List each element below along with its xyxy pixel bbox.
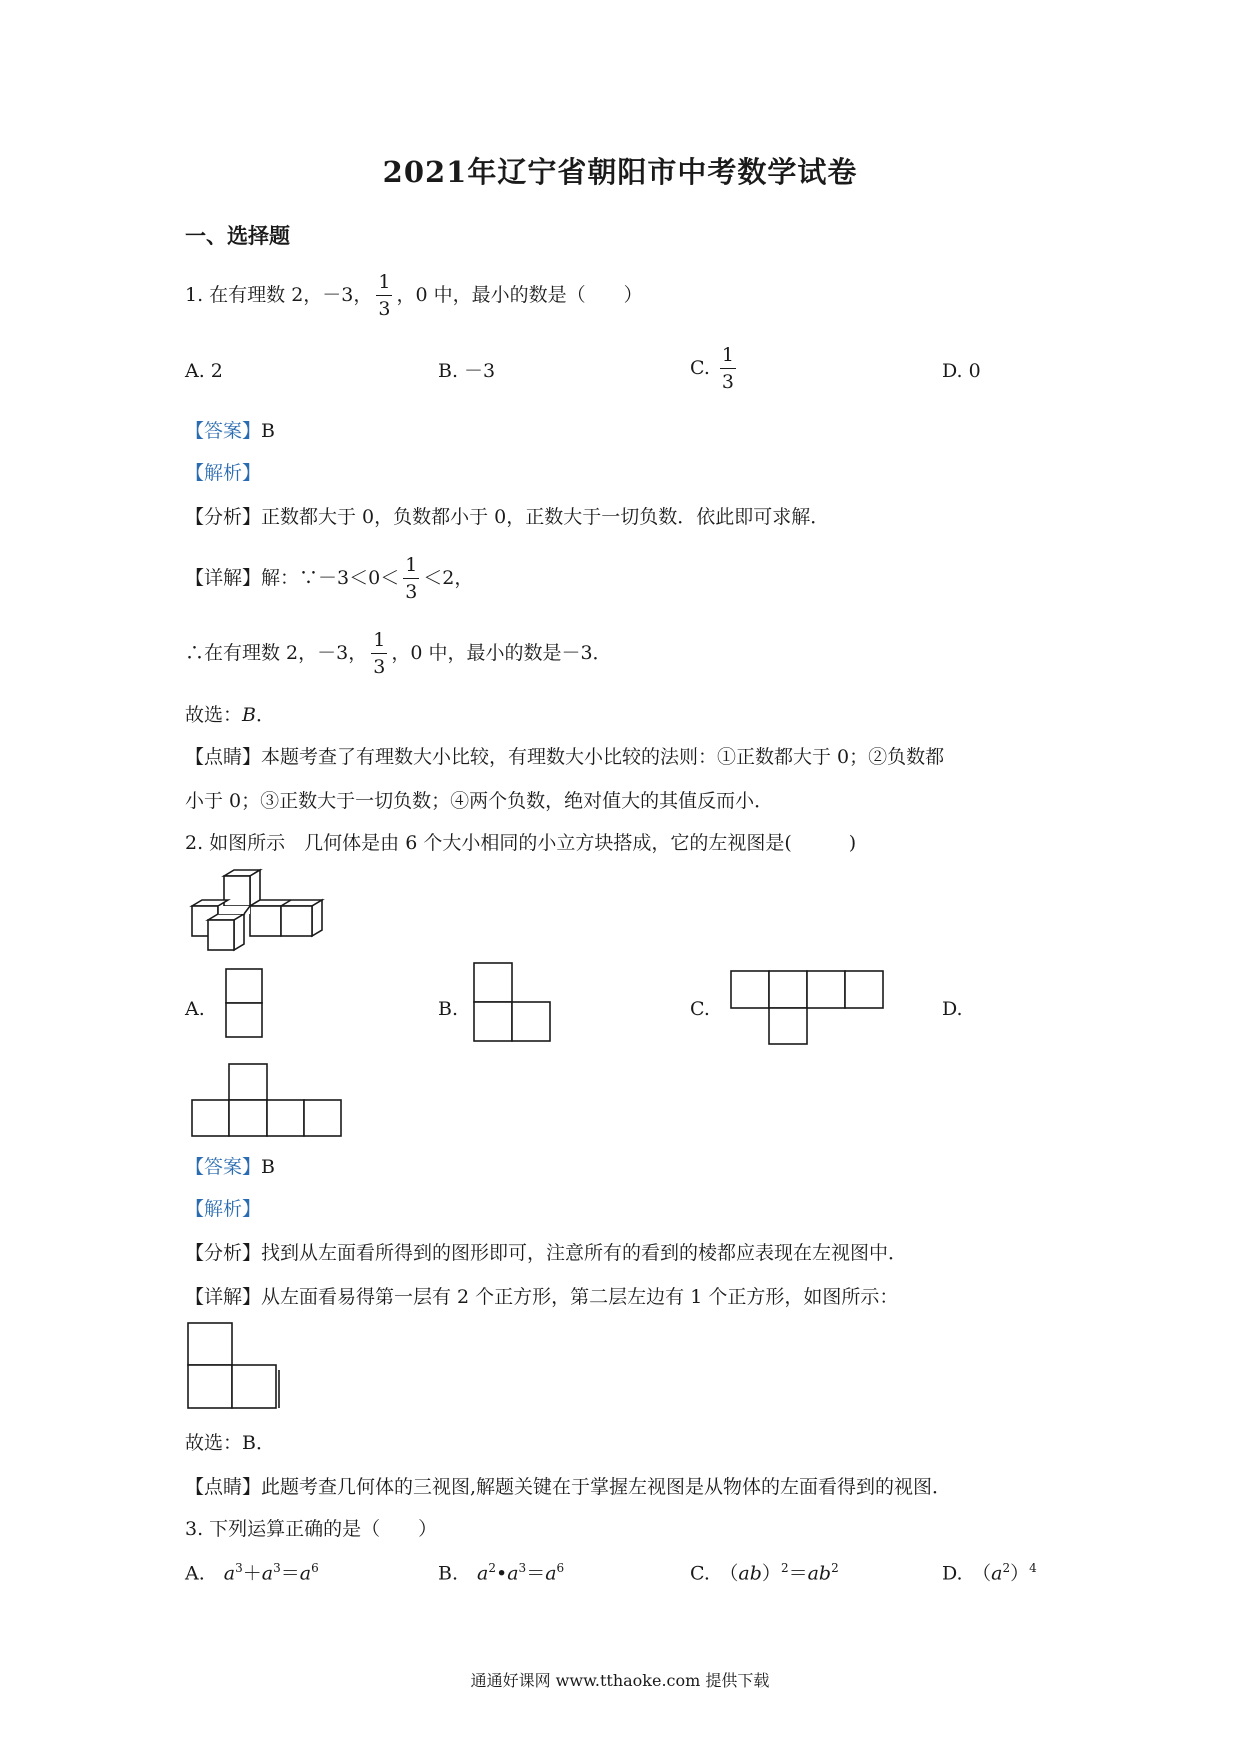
therefore-text-before: ∴在有理数 2，－3，: [185, 642, 368, 665]
document-title: 2021年辽宁省朝阳市中考数学试卷: [382, 155, 858, 189]
section-heading: 一、选择题: [185, 223, 290, 248]
left-view-figure: [187, 1322, 287, 1412]
frac-num: 1: [371, 630, 387, 654]
grid-square: [769, 1008, 807, 1044]
q1-analysis-tag: 【解析】: [185, 462, 262, 484]
grid-square: [731, 971, 769, 1008]
option-a-figure: [225, 968, 265, 1040]
q1-dianjing-line2: 小于 0；③正数大于一切负数；④两个负数，绝对值大的其值反而小．: [185, 790, 774, 812]
q3-option-b: B. $a^2•a^3=a^6$: [438, 1561, 565, 1585]
q1-option-d: D. 0: [942, 360, 981, 382]
dianjing-text: 本题考查了有理数大小比较，有理数大小比较的法则：①正数都大于 0；②负数都: [261, 746, 945, 768]
fraction-one-third: [720, 345, 736, 393]
option-c-figure: [730, 970, 886, 1046]
fenxi-text: 找到从左面看所得到的图形即可，注意所有的看到的棱都应表现在左视图中．: [261, 1242, 908, 1264]
q1-fenxi: [185, 508, 829, 527]
cube-face: [208, 920, 234, 950]
question-1-stem: [185, 272, 643, 320]
cube-figure: [188, 870, 328, 956]
fraction-one-third: [376, 272, 392, 320]
q2-choose: 故选：B．: [185, 1432, 275, 1454]
option-b-figure: [473, 962, 557, 1046]
xiangjie-tag: 【详解】: [185, 1286, 262, 1308]
xiangjie-text-after: ＜2，: [423, 567, 474, 590]
question-2-stem: 2. 如图所示 几何体是由 6 个大小相同的小立方块搭成，它的左视图是( ): [185, 832, 857, 854]
grid-square: [304, 1100, 341, 1136]
q2-option-d: D.: [942, 998, 963, 1020]
q3-option-d: D. $(a^2)^4$: [942, 1561, 1037, 1585]
grid-square: [229, 1100, 267, 1136]
grid-square: [192, 1100, 229, 1136]
cube-face: [312, 900, 322, 936]
q3-option-d-label: D.: [942, 1562, 963, 1585]
page-footer: 通通好课网 www.tthaoke.com 提供下载: [470, 1671, 770, 1690]
question-3-stem: 3. 下列运算正确的是（ ）: [185, 1518, 438, 1540]
q2-option-b: B.: [438, 998, 459, 1020]
q1-option-c: [690, 345, 740, 393]
fenxi-tag: 【分析】: [185, 506, 262, 528]
q1-stem-text-after: ，0 中，最小的数是（ ）: [396, 284, 643, 307]
grid-square: [769, 971, 807, 1008]
frac-num: 1: [720, 345, 736, 369]
fenxi-text: 正数都大于 0，负数都小于 0，正数大于一切负数．依此即可求解．: [261, 506, 830, 528]
cube-face: [234, 914, 244, 950]
cube-face: [250, 906, 281, 936]
grid-square: [232, 1365, 276, 1408]
fenxi-tag: 【分析】: [185, 1242, 262, 1264]
grid-square: [845, 971, 883, 1008]
grid-square: [474, 963, 512, 1002]
cube-face: [192, 900, 228, 906]
grid-square: [512, 1002, 550, 1041]
frac-den: 3: [405, 580, 418, 603]
grid-square: [229, 1064, 267, 1100]
choose-letter: B: [242, 704, 256, 726]
q2-answer: [185, 1158, 275, 1177]
grid-square: [474, 1002, 512, 1041]
grid-square: [267, 1100, 304, 1136]
answer-tag: 【答案】: [185, 1156, 262, 1178]
grid-square: [807, 971, 845, 1008]
q2-analysis-tag: 【解析】: [185, 1198, 262, 1220]
q1-option-c-label: C.: [690, 357, 710, 380]
frac-den: 3: [373, 655, 386, 678]
fraction-one-third: [403, 555, 419, 603]
q2-xiangjie: [185, 1288, 898, 1307]
option-d-figure: [191, 1063, 343, 1139]
fraction-one-third: [371, 630, 387, 678]
q2-fenxi: [185, 1244, 907, 1263]
q1-stem-text-before: 1. 在有理数 2，－3，: [185, 284, 373, 307]
q1-dianjing-line1: [185, 748, 944, 767]
q2-option-a: A.: [185, 998, 205, 1020]
q3-option-c: C. $(ab)^2=ab^2$: [690, 1561, 839, 1585]
xiangjie-tag: 【详解】: [185, 567, 262, 590]
answer-value: B: [261, 420, 275, 442]
choose-prefix: 故选：: [185, 704, 243, 726]
dianjing-tag: 【点睛】: [185, 1476, 262, 1498]
q1-answer: [185, 422, 275, 441]
q1-choose: [185, 706, 275, 725]
q3-option-b-label: B.: [438, 1562, 459, 1585]
choose-suffix: ．: [255, 704, 275, 726]
frac-num: 1: [376, 272, 392, 296]
q2-dianjing: [185, 1478, 951, 1497]
cube-face: [281, 906, 312, 936]
q3-option-a-label: A.: [185, 1562, 205, 1585]
grid-square: [226, 1003, 262, 1037]
q1-option-b: B. －3: [438, 360, 496, 382]
grid-square: [188, 1365, 232, 1408]
grid-square: [188, 1323, 232, 1365]
therefore-text-after: ，0 中，最小的数是－3．: [391, 642, 612, 665]
frac-den: 3: [378, 297, 391, 320]
q2-option-c: C.: [690, 998, 710, 1020]
q1-xiangjie: [185, 555, 473, 603]
q1-option-a: A. 2: [185, 360, 223, 382]
frac-den: 3: [721, 370, 734, 393]
answer-value: B: [261, 1156, 275, 1178]
xiangjie-text-before: 解：∵－3＜0＜: [261, 567, 400, 590]
grid-square: [226, 969, 262, 1003]
dianjing-tag: 【点睛】: [185, 746, 262, 768]
frac-num: 1: [403, 555, 419, 579]
q3-option-c-label: C.: [690, 1562, 710, 1585]
q3-option-a: A. $a^3+a^3=a^6$: [185, 1561, 319, 1585]
answer-tag: 【答案】: [185, 420, 262, 442]
xiangjie-text: 从左面看易得第一层有 2 个正方形，第二层左边有 1 个正方形，如图所示：: [261, 1286, 899, 1308]
dianjing-text: 此题考查几何体的三视图,解题关键在于掌握左视图是从物体的左面看得到的视图．: [261, 1476, 952, 1498]
cube-face: [224, 876, 250, 906]
q1-therefore: [185, 630, 612, 678]
